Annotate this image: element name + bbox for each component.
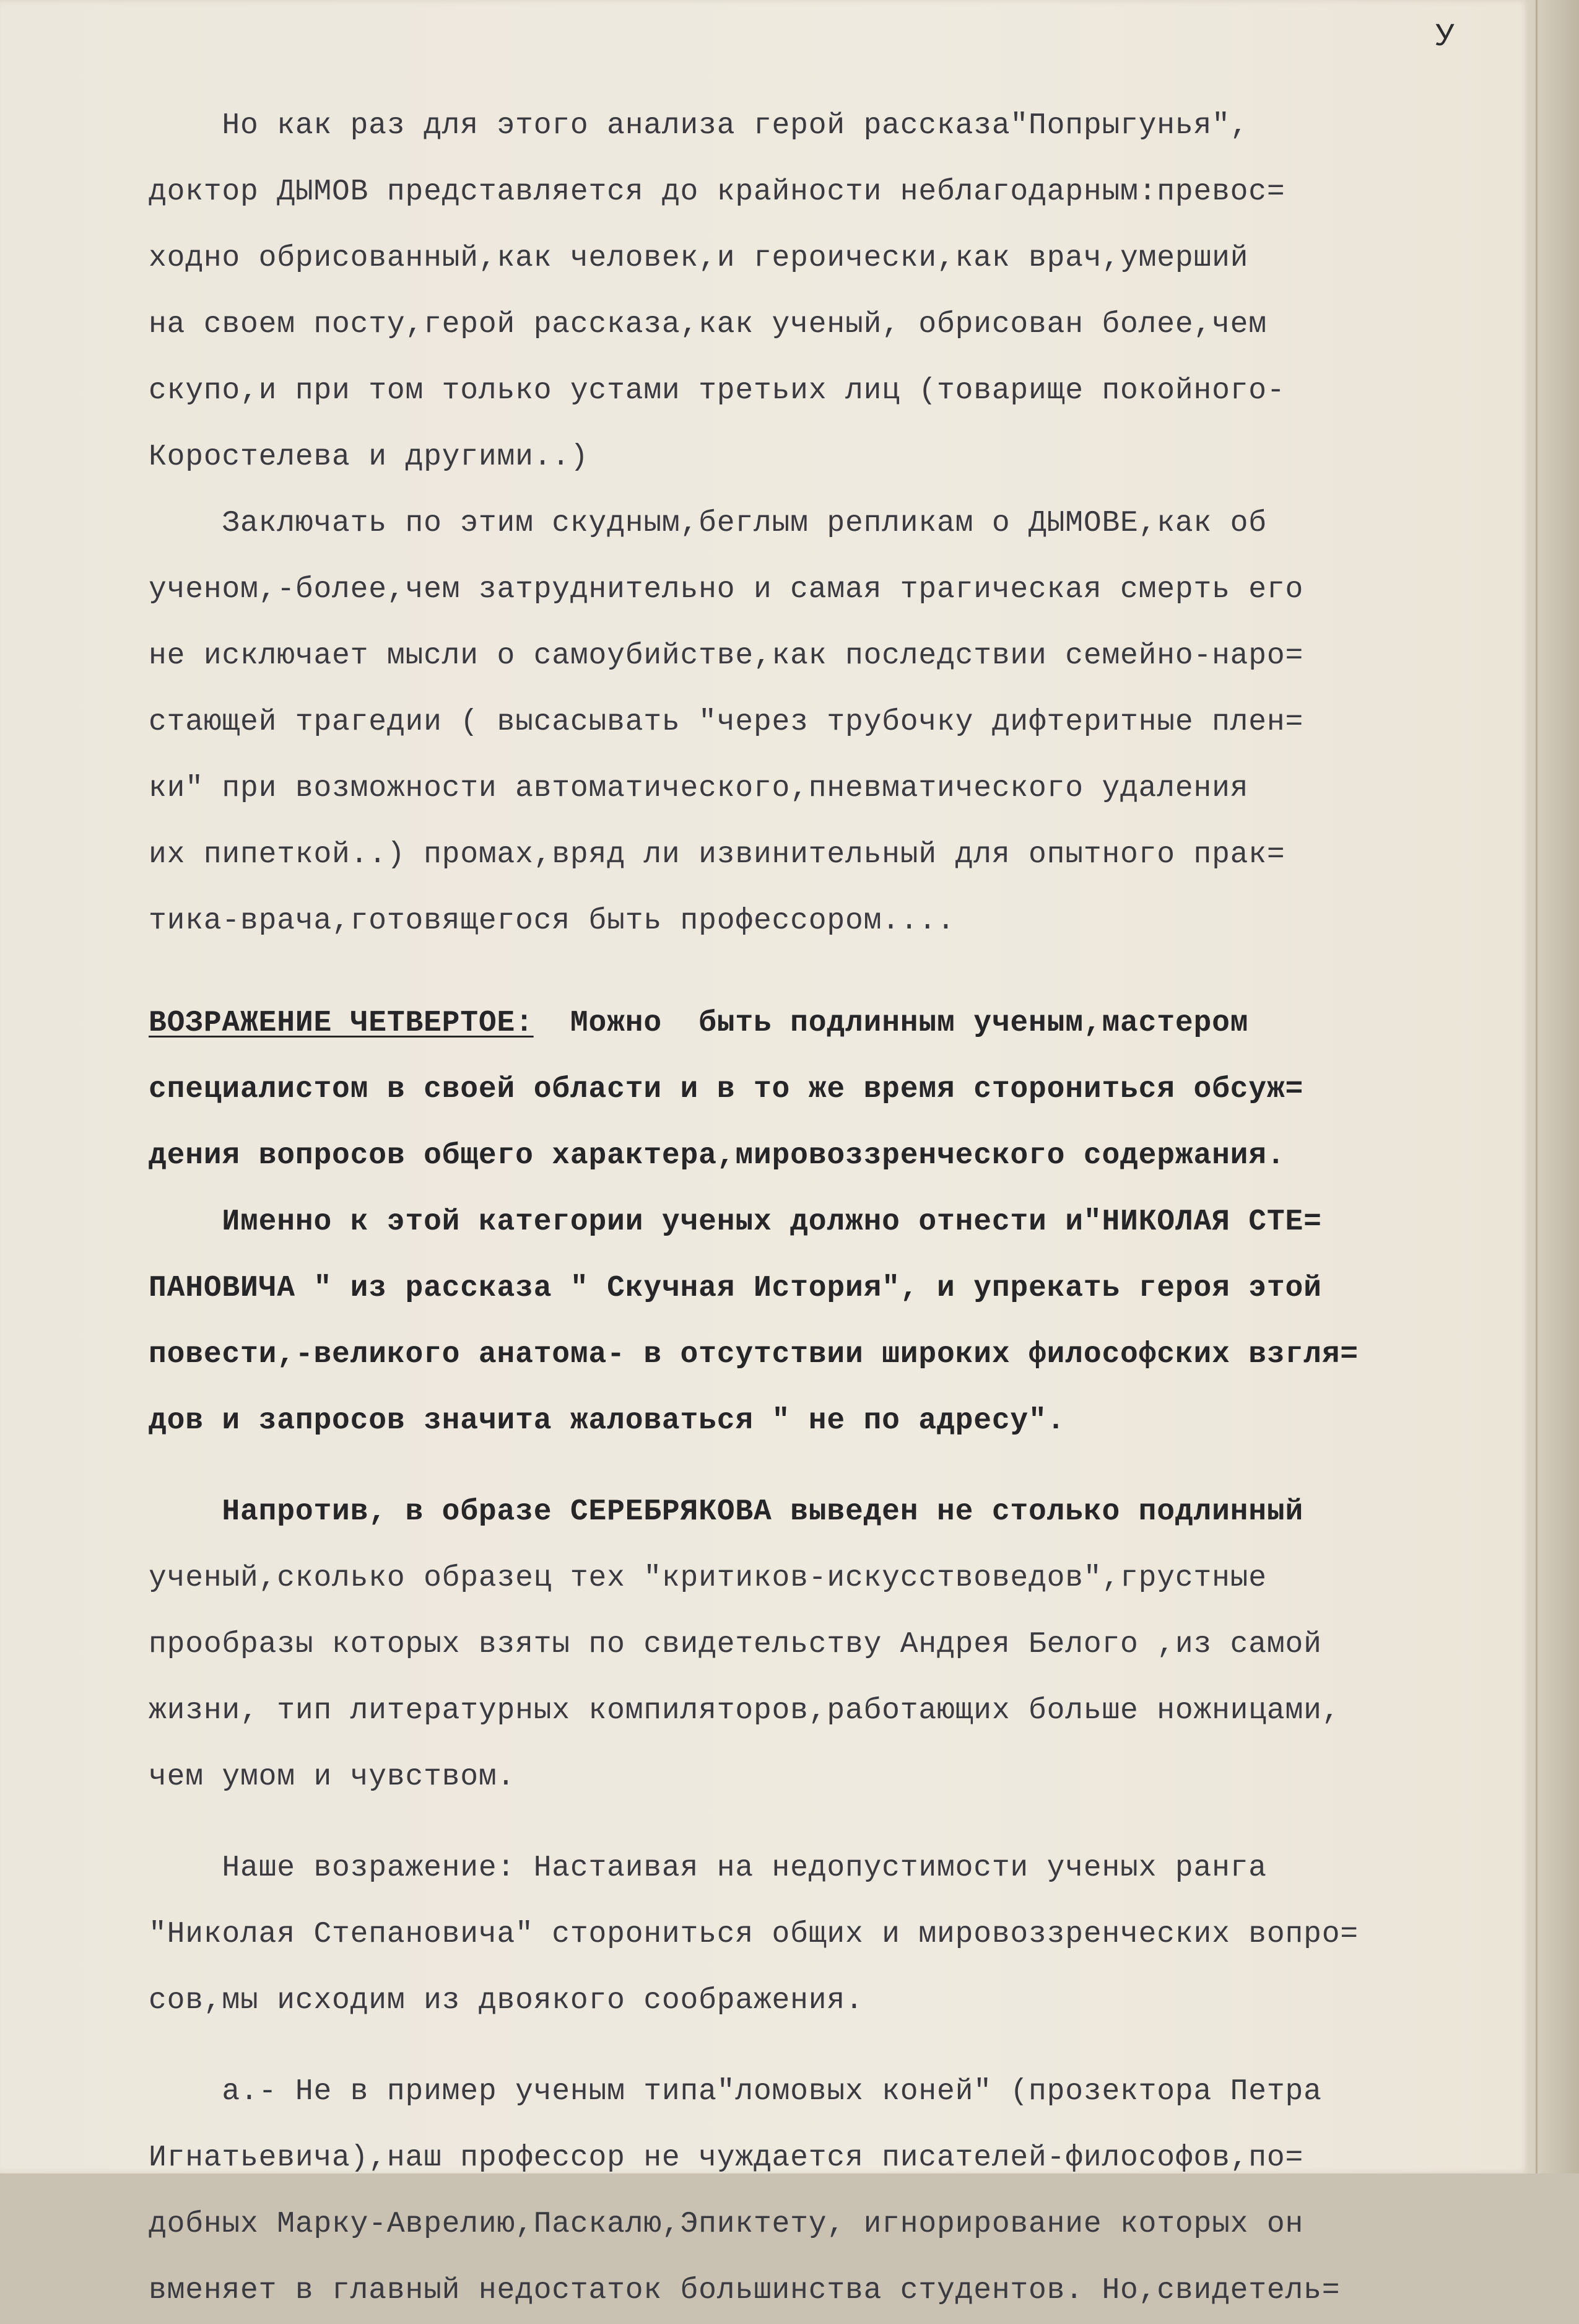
text-line: стающей трагедии ( высасывать "через трубочку дифтеритные плен= <box>149 706 1304 739</box>
text-line: повести,-великого анатома- в отсутствии широких философских взгля= <box>149 1338 1359 1371</box>
text-line: специалистом в своей области и в то же время сторониться обсуж= <box>149 1073 1304 1106</box>
heading-continuation: Можно быть подлинным ученым,мастером <box>533 1007 1249 1040</box>
text-line: дов и запросов значита жаловаться " не по адресу". <box>149 1404 1066 1438</box>
text-line: доктор ДЫМОВ представляется до крайности неблагодарным:превос= <box>149 175 1285 209</box>
text-line: Именно к этой категории ученых должно отнести и"НИКОЛАЯ СТЕ= <box>149 1205 1322 1239</box>
paragraph-1 <box>149 93 1523 491</box>
paragraph-gap <box>149 954 1523 990</box>
paragraph-3 <box>149 990 1523 1189</box>
text-line: дения вопросов общего характера,мировоззренческого содержания. <box>149 1139 1285 1173</box>
paragraph-7 <box>149 2059 1523 2324</box>
text-line: Игнатьевича),наш профессор не чуждается писателей-философов,по= <box>149 2141 1304 2175</box>
text-line: чем умом и чувством. <box>149 1760 516 1794</box>
text-line: ученый,сколько образец тех "критиков-искусствоведов",грустные <box>149 1562 1267 1595</box>
text-line: скупо,и при том только устами третьих лиц (товарище покойного- <box>149 374 1285 408</box>
text-line: сов,мы исходим из двоякого соображения. <box>149 1984 864 2017</box>
paragraph-2 <box>149 491 1523 954</box>
text-line: ПАНОВИЧА " из рассказа " Скучная История", и упрекать героя этой <box>149 1272 1322 1305</box>
text-line: на своем посту,герой рассказа,как ученый, обрисован более,чем <box>149 308 1267 341</box>
text-line: "Николая Степановича" сторониться общих и мировоззренческих вопро= <box>149 1918 1359 1951</box>
text-line: Напротив, в образе СЕРЕБРЯКОВА выведен не столько подлинный <box>149 1495 1304 1529</box>
text-line: ученом,-более,чем затруднительно и самая трагическая смерть его <box>149 573 1304 606</box>
paragraph-gap <box>149 1811 1523 1835</box>
paragraph-gap <box>149 1454 1523 1479</box>
text-line: ки" при возможности автоматического,пневматического удаления <box>149 772 1249 805</box>
paragraph-6 <box>149 1835 1523 2034</box>
text-line: Коростелева и другими..) <box>149 440 589 474</box>
paragraph-5 <box>149 1479 1523 1811</box>
page-edge-line <box>1536 0 1538 2173</box>
typewritten-text <box>149 93 1523 2324</box>
text-line: их пипеткой..) промах,вряд ли извинительный для опытного прак= <box>149 838 1285 872</box>
paragraph-4 <box>149 1189 1523 1454</box>
page-number: У <box>1435 19 1455 55</box>
text-line: добных Марку-Аврелию,Паскалю,Эпиктету, игнорирование которых он <box>149 2208 1304 2241</box>
text-line: а.- Не в пример ученым типа"ломовых коней" (прозектора Петра <box>149 2075 1322 2108</box>
paragraph-gap <box>149 2034 1523 2059</box>
text-line: тика-врача,готовящегося быть профессором.... <box>149 904 955 938</box>
text-line: вменяет в главный недостаток большинства студентов. Но,свидетель= <box>149 2274 1341 2307</box>
text-line: прообразы которых взяты по свидетельству Андрея Белого ,из самой <box>149 1628 1322 1661</box>
text-line: жизни, тип литературных компиляторов,работающих больше ножницами, <box>149 1694 1341 1728</box>
section-heading: ВОЗРАЖЕНИЕ ЧЕТВЕРТОЕ: <box>149 1007 534 1040</box>
text-line: ходно обрисованный,как человек,и героически,как врач,умерший <box>149 242 1249 275</box>
text-line <box>149 990 1523 1057</box>
text-line: Но как раз для этого анализа герой рассказа"Попрыгунья", <box>149 109 1249 142</box>
text-line: Заключать по этим скудным,беглым репликам о ДЫМОВЕ,как об <box>149 507 1267 540</box>
text-line: Наше возражение: Настаивая на недопустимости ученых ранга <box>149 1851 1267 1885</box>
text-line: не исключает мысли о самоубийстве,как последствии семейно-наро= <box>149 639 1304 673</box>
